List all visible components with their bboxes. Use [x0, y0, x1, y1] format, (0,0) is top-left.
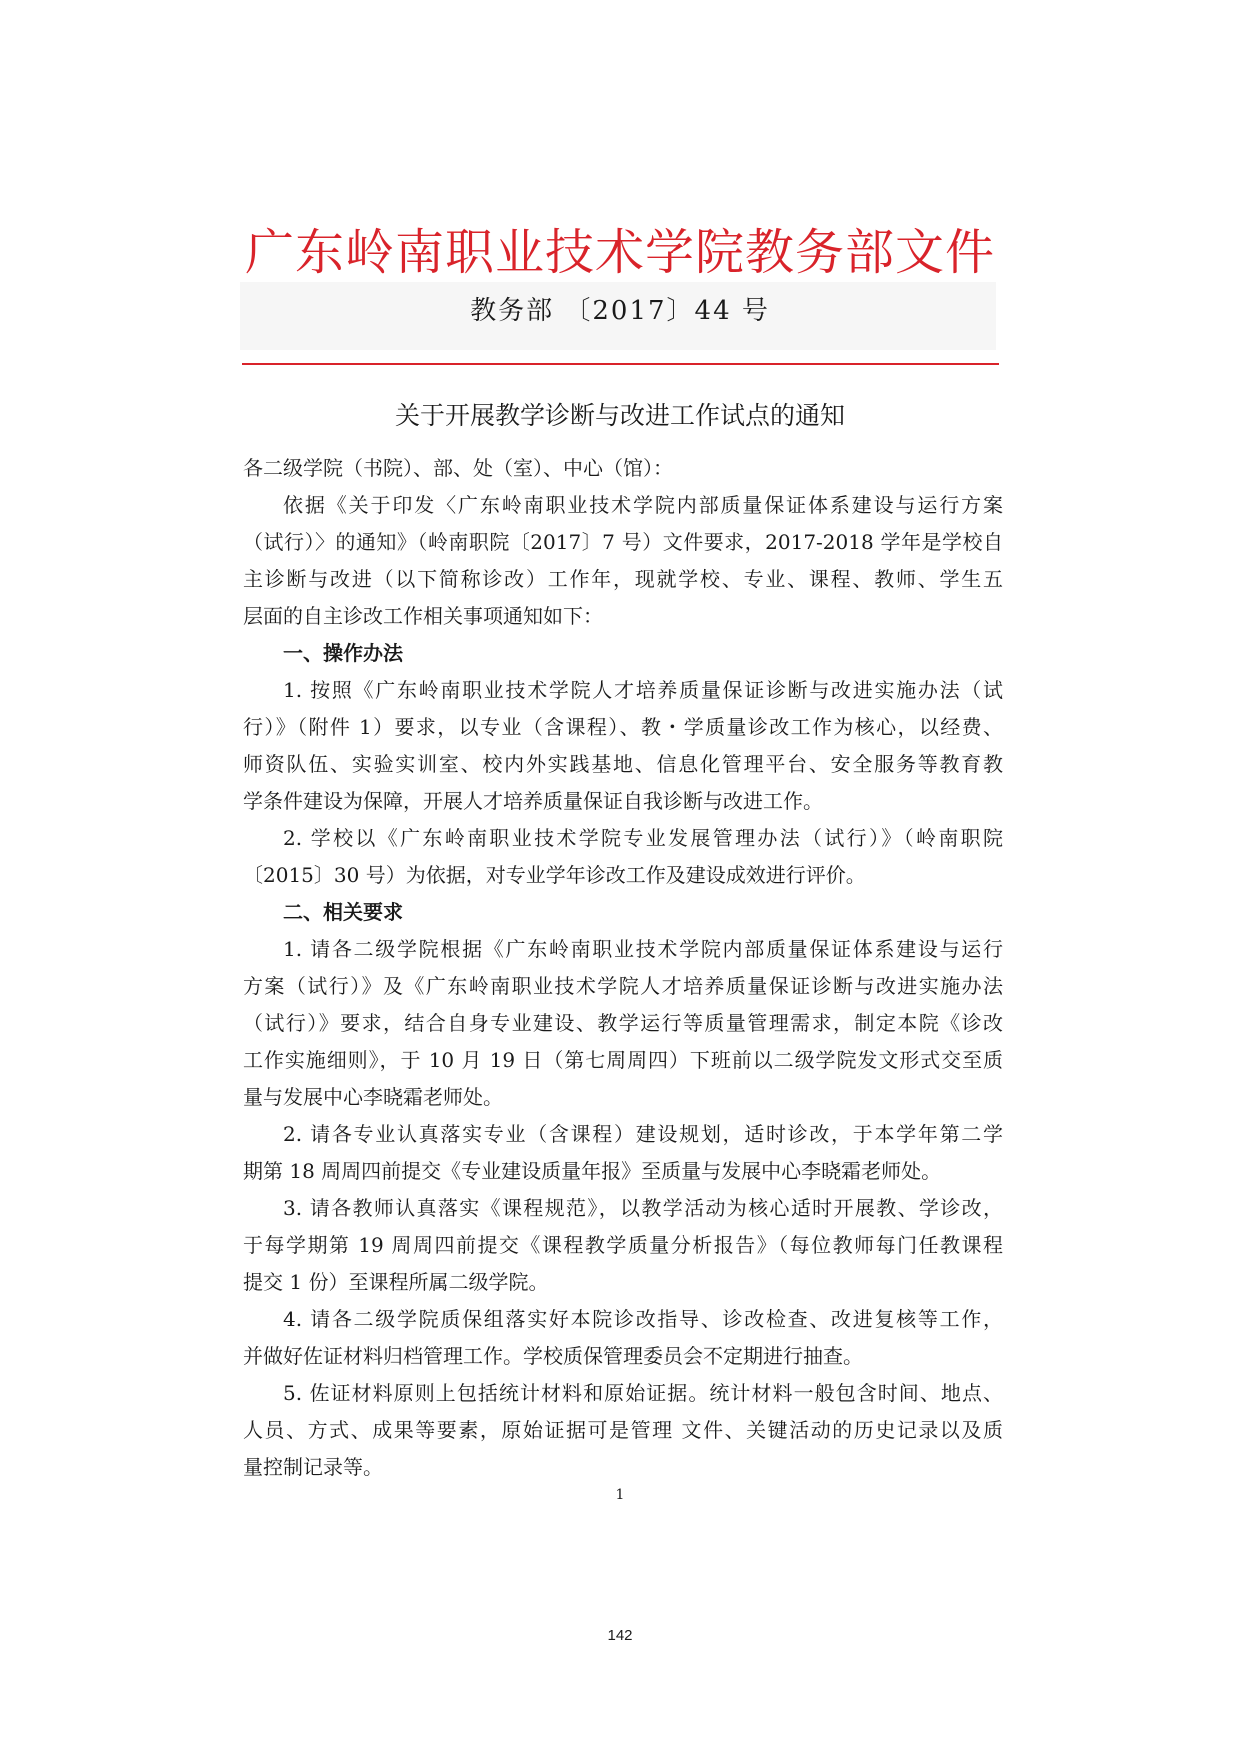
section-heading-operation: 一、操作办法 [283, 641, 403, 665]
paragraph-line: 1. 按照《广东岭南职业技术学院人才培养质量保证诊断与改进实施办法（试 [283, 678, 1003, 702]
red-divider-line [242, 363, 999, 365]
paragraph-line: 5. 佐证材料原则上包括统计材料和原始证据。统计材料一般包含时间、地点、 [283, 1381, 1003, 1405]
requirement-item-2 [243, 1116, 1003, 1190]
requirement-item-5 [243, 1375, 1003, 1486]
paragraph-line: 方案（试行）》及《广东岭南职业技术学院人才培养质量保证诊断与改进实施办法 [243, 974, 1003, 998]
notice-body [243, 450, 1003, 1486]
paragraph-line: 2. 请各专业认真落实专业（含课程）建设规划，适时诊改，于本学年第二学 [283, 1122, 1003, 1146]
paragraph-line: 人员、方式、成果等要素，原始证据可是管理 文件、关键活动的历史记录以及质 [243, 1418, 1003, 1442]
paragraph-line: 行）》（附件 1）要求，以专业（含课程）、教・学质量诊改工作为核心，以经费、 [243, 715, 1003, 739]
paragraph-line: 学条件建设为保障，开展人才培养质量保证自我诊断与改进工作。 [243, 789, 823, 813]
paragraph-line: （试行）》要求，结合自身专业建设、教学运行等质量管理需求，制定本院《诊改 [243, 1011, 1003, 1035]
paragraph-line: 3. 请各教师认真落实《课程规范》，以教学活动为核心适时开展教、学诊改， [283, 1196, 1003, 1220]
paragraph-line: 量控制记录等。 [243, 1455, 383, 1479]
requirement-item-3 [243, 1190, 1003, 1301]
paragraph-line: 主诊断与改进（以下简称诊改）工作年，现就学校、专业、课程、教师、学生五 [243, 567, 1003, 591]
intro-paragraph [243, 487, 1003, 635]
operation-item-2 [243, 820, 1003, 894]
requirement-item-1 [243, 931, 1003, 1116]
requirement-item-4 [243, 1301, 1003, 1375]
paragraph-line: 层面的自主诊改工作相关事项通知如下： [243, 604, 603, 628]
paragraph-line: 2. 学校以《广东岭南职业技术学院专业发展管理办法（试行）》（岭南职院 [283, 826, 1003, 850]
paragraph-line: 1. 请各二级学院根据《广东岭南职业技术学院内部质量保证体系建设与运行 [283, 937, 1003, 961]
paragraph-line: 量与发展中心李晓霜老师处。 [243, 1085, 503, 1109]
section-heading-requirements: 二、相关要求 [283, 900, 403, 924]
paragraph-line: 工作实施细则》，于 10 月 19 日（第七周周四）下班前以二级学院发文形式交至质 [243, 1048, 1003, 1072]
addressee: 各二级学院（书院）、部、处（室）、中心（馆）： [243, 456, 673, 480]
paragraph-line: 提交 1 份）至课程所属二级学院。 [243, 1270, 549, 1294]
issuer-title: 广东岭南职业技术学院教务部文件 [244, 224, 995, 281]
paragraph-line: 并做好佐证材料归档管理工作。学校质保管理委员会不定期进行抽查。 [243, 1344, 863, 1368]
paragraph-line: 4. 请各二级学院质保组落实好本院诊改指导、诊改检查、改进复核等工作， [283, 1307, 1003, 1331]
doc-number: 教务部 〔2017〕44 号 [470, 296, 770, 326]
paragraph-line: 依据《关于印发〈广东岭南职业技术学院内部质量保证体系建设与运行方案 [283, 493, 1003, 517]
paragraph-line: 期第 18 周周四前提交《专业建设质量年报》至质量与发展中心李晓霜老师处。 [243, 1159, 942, 1183]
notice-title: 关于开展教学诊断与改进工作试点的通知 [394, 401, 845, 430]
paragraph-line: 〔2015〕30 号）为依据，对专业学年诊改工作及建设成效进行评价。 [243, 863, 866, 887]
inner-page-number: 1 [615, 1487, 625, 1503]
paragraph-line: （试行）〉的通知》（岭南职院〔2017〕7 号）文件要求，2017-2018 学年是学校自 [243, 530, 1003, 554]
paragraph-line: 师资队伍、实验实训室、校内外实践基地、信息化管理平台、安全服务等教育教 [243, 752, 1003, 776]
outer-page-number: 142 [607, 1627, 633, 1644]
paragraph-line: 于每学期第 19 周周四前提交《课程教学质量分析报告》（每位教师每门任教课程 [243, 1233, 1003, 1257]
operation-item-1 [243, 672, 1003, 820]
